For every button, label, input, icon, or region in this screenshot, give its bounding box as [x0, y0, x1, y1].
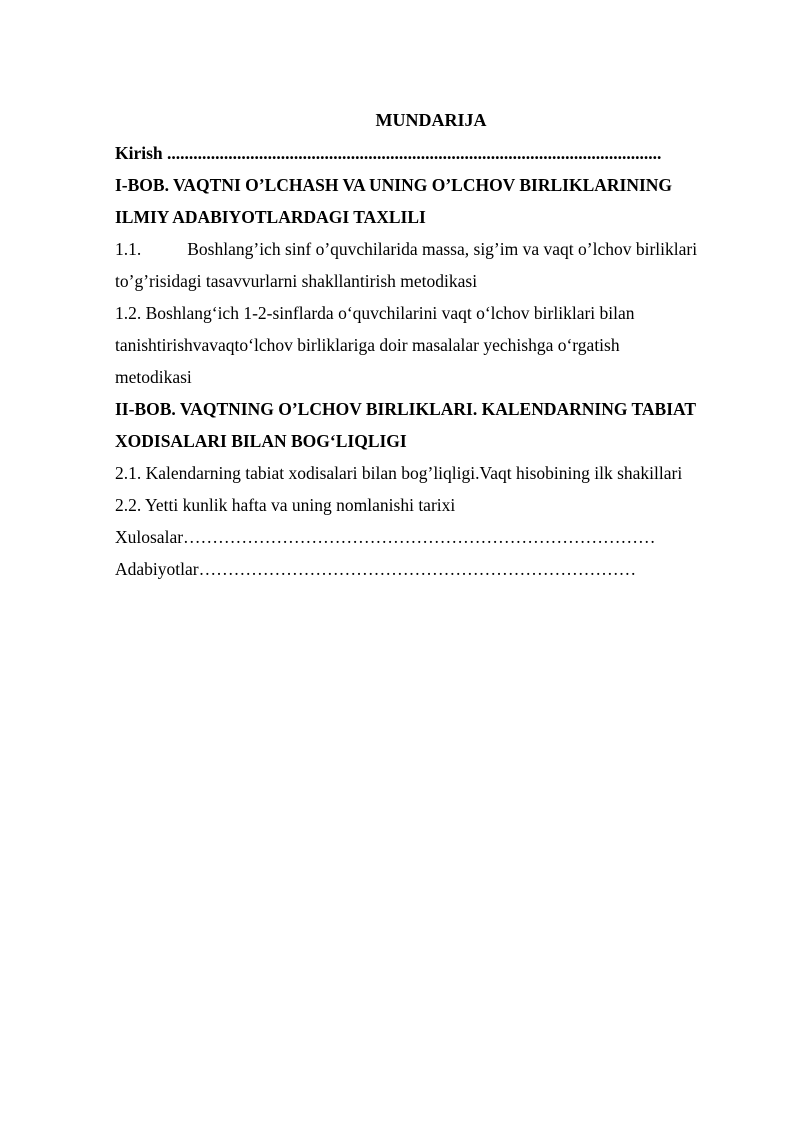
- toc-section-2-1: 2.1. Kalendarning tabiat xodisalari bilan bog’liqligi.Vaqt hisobining ilk shakillari: [115, 463, 683, 483]
- toc-section-1-1-line2: to’g’risidagi tasavvurlarni shakllantirish metodikasi: [115, 271, 478, 291]
- toc-entry-references: Adabiyotlar…………………………………………………………………: [115, 559, 637, 579]
- table-of-contents: [115, 108, 747, 585]
- toc-chapter1-line1: I-BOB. VAQTNI O’LCHASH VA UNING O’LCHOV BIRLIKLARINING: [115, 175, 673, 195]
- toc-chapter2-line1: II-BOB. VAQTNING O’LCHOV BIRLIKLARI. KALENDARNING TABIAT: [115, 399, 697, 419]
- toc-section-2-2: 2.2. Yetti kunlik hafta va uning nomlanishi tarixi: [115, 495, 456, 515]
- toc-section-1-1-number: 1.1.: [115, 239, 142, 259]
- toc-section-1-2-line1: 1.2. Boshlang‘ich 1-2-sinflarda o‘quvchilarini vaqt o‘lchov birliklari bilan: [115, 303, 635, 323]
- toc-entry-intro: Kirish .................................................................................................................: [115, 143, 662, 163]
- toc-section-1-2-line2: tanishtirishvavaqto‘lchov birliklariga doir masalalar yechishga o‘rgatish: [115, 335, 620, 355]
- toc-entry-conclusions: Xulosalar………………………………………………………………………: [115, 527, 656, 547]
- toc-section-1-2-line3: metodikasi: [115, 367, 192, 387]
- toc-title: MUNDARIJA: [375, 110, 487, 130]
- toc-chapter1-line2: ILMIY ADABIYOTLARDAGI TAXLILI: [115, 207, 426, 227]
- toc-section-1-1-line1: [115, 233, 747, 265]
- toc-section-1-1-text: Boshlang’ich sinf o’quvchilarida massa, sig’im va vaqt o’lchov birliklari: [187, 239, 698, 259]
- toc-chapter2-line2: XODISALARI BILAN BOG‘LIQLIGI: [115, 431, 407, 451]
